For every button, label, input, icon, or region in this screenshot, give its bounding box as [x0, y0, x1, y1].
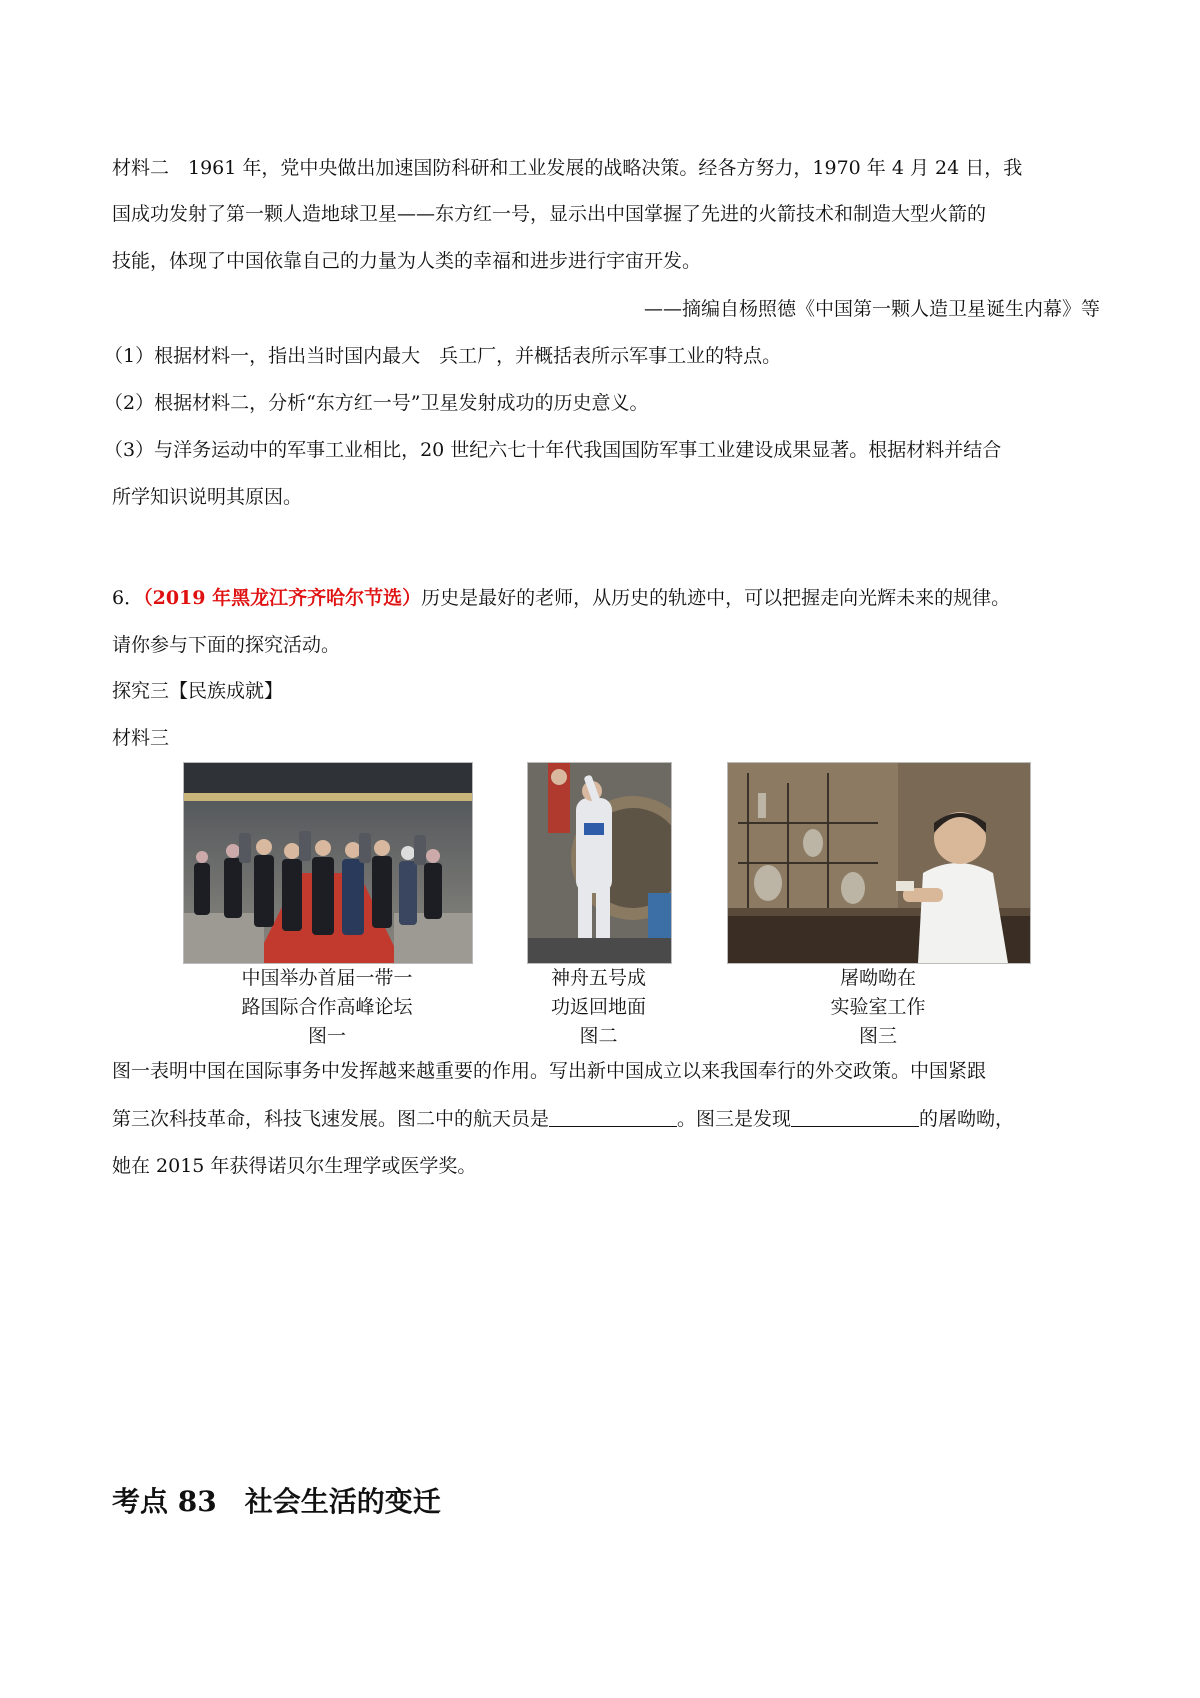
figure-1-caption-line-2: 路国际合作高峰论坛 — [241, 996, 413, 1018]
material2-source: ——摘编自杨照德《中国第一颗人造卫星诞生内幕》等 — [643, 298, 1100, 320]
astronaut-photo-illustration — [528, 763, 671, 963]
figure-1-label: 图一 — [307, 1025, 346, 1047]
paragraph-line-1: 图一表明中国在国际事务中发挥越来越重要的作用。写出新中国成立以来我国奉行的外交政策。中国紧跟 — [112, 1060, 987, 1082]
question-1: （1）根据材料一，指出当时国内最大 兵工厂，并概括表所示军事工业的特点。 — [104, 345, 782, 367]
figure-forum-photo — [183, 762, 473, 964]
figure-2-caption-line-2: 功返回地面 — [550, 996, 646, 1018]
material2-line-3: 技能，体现了中国依靠自己的力量为人类的幸福和进步进行宇宙开发。 — [112, 250, 702, 272]
astronaut-answer-blank[interactable] — [549, 1108, 677, 1127]
question-6-line-1 — [112, 585, 1010, 611]
paragraph-line-3: 她在 2015 年获得诺贝尔生理学或医学奖。 — [112, 1155, 477, 1177]
figure-2-caption-line-1: 神舟五号成 — [550, 967, 646, 989]
material3-label: 材料三 — [112, 727, 170, 749]
figure-1-caption — [183, 964, 471, 1051]
figure-2-label: 图二 — [579, 1025, 618, 1047]
figure-1-caption-line-1: 中国举办首届一带一 — [241, 967, 413, 989]
figure-3-caption-line-1: 屠呦呦在 — [839, 967, 916, 989]
figure-laboratory-photo — [727, 762, 1031, 964]
figure-3-caption — [727, 964, 1029, 1051]
figure-3-label: 图三 — [858, 1025, 897, 1047]
question-6-number: 6． — [112, 587, 144, 609]
question-6-source: （2019 年黑龙江齐齐哈尔节选） — [143, 587, 422, 609]
paragraph-line-2-part-a: 第三次科技革命，科技飞速发展。图二中的航天员是 — [112, 1108, 550, 1130]
forum-photo-illustration — [184, 763, 472, 963]
paragraph-line-2 — [112, 1106, 1014, 1132]
paragraph-line-2-part-b: 。图三是发现 — [677, 1108, 792, 1130]
question-6-text: 历史是最好的老师，从历史的轨迹中，可以把握走向光辉未来的规律。 — [421, 587, 1011, 609]
figure-2-caption — [527, 964, 670, 1051]
material2-line-2: 国成功发射了第一颗人造地球卫星——东方红一号，显示出中国掌握了先进的火箭技术和制造大型火箭的 — [112, 203, 987, 225]
discovery-answer-blank[interactable] — [791, 1108, 919, 1127]
laboratory-photo-illustration — [728, 763, 1030, 963]
section-title: 考点 83 社会生活的变迁 — [112, 1485, 441, 1518]
question-3-line-2: 所学知识说明其原因。 — [112, 486, 303, 508]
paragraph-line-2-part-c: 的屠呦呦， — [919, 1108, 1015, 1130]
figure-3-caption-line-2: 实验室工作 — [830, 996, 926, 1018]
figure-astronaut-photo — [527, 762, 672, 964]
explore-heading: 探究三【民族成就】 — [112, 680, 284, 702]
question-2: （2）根据材料二，分析“东方红一号”卫星发射成功的历史意义。 — [104, 392, 649, 414]
question-3-line-1: （3）与洋务运动中的军事工业相比，20 世纪六七十年代我国国防军事工业建设成果显著。根据材料并结合 — [104, 439, 1002, 461]
material2-line-1: 材料二 1961 年，党中央做出加速国防科研和工业发展的战略决策。经各方努力，1970 年 4 月 24 日，我 — [112, 157, 1023, 179]
question-6-line-2: 请你参与下面的探究活动。 — [112, 634, 341, 656]
